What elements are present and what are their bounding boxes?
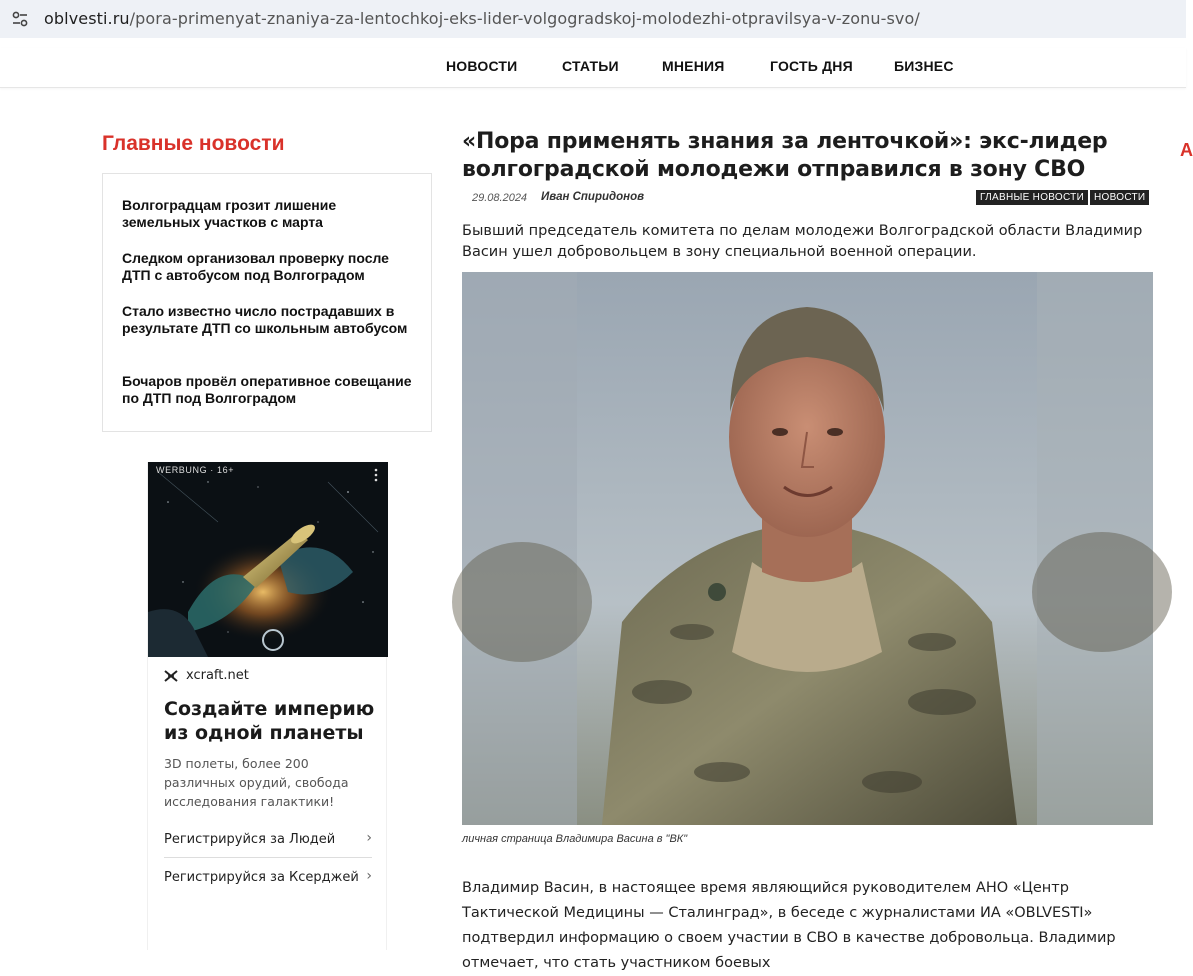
ad-image[interactable] bbox=[148, 462, 388, 657]
ad-domain: xcraft.net bbox=[186, 668, 249, 683]
nav-item-articles[interactable]: СТАТЬИ bbox=[562, 58, 619, 74]
offscreen-fragment: A bbox=[1180, 140, 1193, 160]
article-body: Владимир Васин, в настоящее время являющийся руководителем АНО «Центр Тактической Медицины — Сталинград», в беседе с журналистами ИА «OBLVESTI» подтвердил информацию о своем участии в СВО в качестве добровольца. Владимир отмечает, что стать участником боевых bbox=[462, 880, 1116, 971]
chevron-right-icon: › bbox=[366, 830, 372, 846]
ad-label: WERBUNG · 16+ bbox=[156, 465, 235, 475]
nav-item-business[interactable]: БИЗНЕС bbox=[894, 58, 954, 74]
nav-item-opinions[interactable]: МНЕНИЯ bbox=[662, 58, 725, 74]
browser-address-bar bbox=[0, 0, 1186, 40]
tag-news[interactable]: НОВОСТИ bbox=[1090, 190, 1149, 205]
more-options-icon[interactable] bbox=[374, 468, 378, 482]
article-author[interactable]: Иван Спиридонов bbox=[541, 191, 645, 203]
ad-description: 3D полеты, более 200 различных орудий, свобода исследования галактики! bbox=[164, 756, 349, 809]
url-path: /pora-primenyat-znaniya-za-lentochkoj-eks-lider-volgogradskoj-molodezhi-otpravilsya-v-zonu-svo/ bbox=[129, 9, 920, 28]
ad-cta-humans[interactable] bbox=[164, 822, 372, 858]
photo-caption: личная страница Владимира Васина в "ВК" bbox=[462, 833, 688, 845]
xcraft-logo-icon bbox=[164, 670, 178, 682]
article-headline: «Пора применять знания за ленточкой»: экс-лидер волгоградской молодежи отправился в зону СВО bbox=[462, 129, 1108, 182]
sidebar-title: Главные новости bbox=[102, 132, 285, 155]
ad-headline[interactable]: Создайте империю из одной планеты bbox=[164, 698, 375, 744]
nav-item-guest-of-day[interactable]: ГОСТЬ ДНЯ bbox=[770, 58, 853, 74]
ad-block[interactable] bbox=[147, 462, 387, 950]
chevron-right-icon: › bbox=[366, 868, 372, 884]
main-news-list bbox=[102, 173, 432, 432]
ad-cta-label: Регистрируйся за Людей bbox=[164, 832, 336, 847]
nav-item-news[interactable]: НОВОСТИ bbox=[446, 58, 518, 74]
news-link[interactable]: Стало известно число пострадавших в результате ДТП со школьным автобусом bbox=[122, 303, 408, 336]
article-photo bbox=[462, 272, 1153, 825]
url-host: oblvesti.ru bbox=[44, 9, 130, 28]
space-scene-illustration bbox=[148, 462, 388, 657]
article-lead: Бывший председатель комитета по делам молодежи Волгоградской области Владимир Васин ушел добровольцем в зону специальной военной операции. bbox=[462, 223, 1143, 260]
portrait-illustration bbox=[462, 272, 1153, 825]
news-link[interactable]: Волгоградцам грозит лишение земельных участков с марта bbox=[122, 197, 337, 230]
tune-icon[interactable] bbox=[10, 9, 30, 29]
news-link[interactable]: Бочаров провёл оперативное совещание по ДТП под Волгоградом bbox=[122, 373, 412, 406]
ad-cta-label: Регистрируйся за Ксерджей bbox=[164, 870, 359, 885]
ad-cta-xerges[interactable] bbox=[164, 860, 372, 896]
url-text[interactable] bbox=[44, 9, 920, 28]
main-navigation bbox=[0, 48, 1186, 88]
article-date: 29.08.2024 bbox=[472, 192, 528, 204]
news-link[interactable]: Следком организовал проверку после ДТП с автобусом под Волгоградом bbox=[122, 250, 389, 283]
address-field[interactable] bbox=[0, 0, 1186, 38]
tag-main-news[interactable]: ГЛАВНЫЕ НОВОСТИ bbox=[976, 190, 1088, 205]
